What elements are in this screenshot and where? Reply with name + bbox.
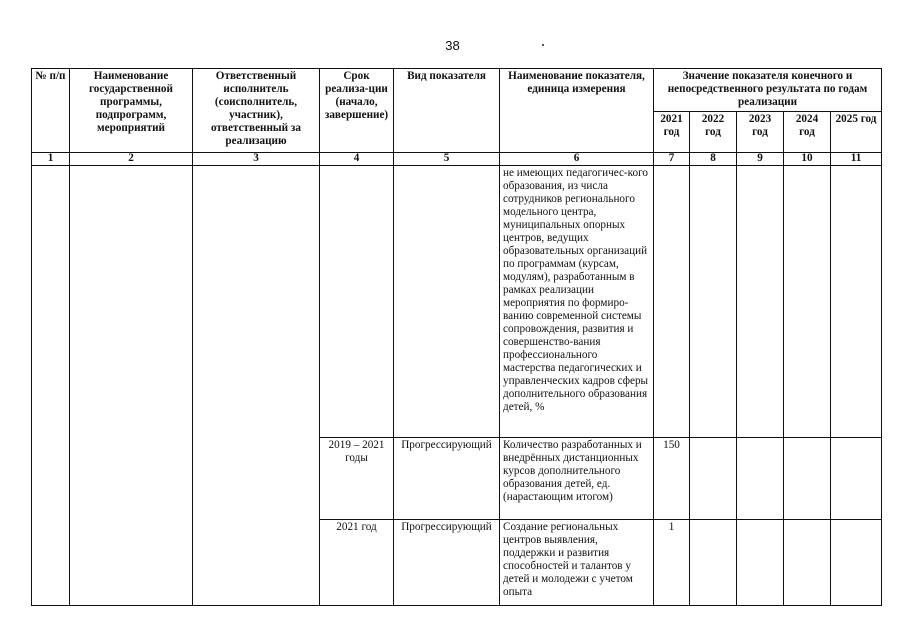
cell-indicator-kind: Прогрессирующий [394,520,500,606]
cell-executor [193,166,320,606]
page-number: 38 [445,38,460,53]
header-year-2021: 2021 год [654,112,690,153]
header-values-group: Значение показателя конечного и непосредственного результата по годам реализации [654,69,882,112]
cell-value-2024 [784,166,831,438]
program-table [31,68,882,606]
column-number: 10 [784,153,831,166]
header-indicator-name: Наименование показателя, единица измерения [500,69,654,153]
header-executor: Ответственный исполнитель (соисполнитель, участник), ответственный за реализацию [193,69,320,153]
cell-value-2024 [784,438,831,520]
cell-program-name [70,166,193,606]
cell-indicator-name: Количество разработанных и внедрённых дистанционных курсов дополнительного образования детей, ед. (нарастающим итогом) [500,438,654,520]
cell-value-2025 [831,520,882,606]
cell-number [32,166,70,606]
cell-indicator-kind: Прогрессирующий [394,438,500,520]
cell-value-2022 [690,166,737,438]
cell-value-2025 [831,438,882,520]
column-number: 8 [690,153,737,166]
cell-value-2023 [737,520,784,606]
cell-value-2023 [737,166,784,438]
column-number: 9 [737,153,784,166]
column-number: 11 [831,153,882,166]
cell-value-2021: 1 [654,520,690,606]
scan-speck [542,44,544,46]
cell-value-2021: 150 [654,438,690,520]
header-year-2022: 2022 год [690,112,737,153]
header-year-2023: 2023 год [737,112,784,153]
cell-value-2025 [831,166,882,438]
header-program-name: Наименование государственной программы, подпрограмм, мероприятий [70,69,193,153]
cell-value-2024 [784,520,831,606]
column-number: 6 [500,153,654,166]
header-year-2024: 2024 год [784,112,831,153]
header-indicator-kind: Вид показателя [394,69,500,153]
cell-period: 2019 – 2021 годы [320,438,394,520]
cell-value-2021 [654,166,690,438]
cell-value-2022 [690,438,737,520]
column-number: 1 [32,153,70,166]
cell-value-2022 [690,520,737,606]
column-number: 5 [394,153,500,166]
cell-indicator-kind [394,166,500,438]
cell-value-2023 [737,438,784,520]
column-number: 3 [193,153,320,166]
cell-period [320,166,394,438]
column-number: 7 [654,153,690,166]
header-period: Срок реализа-ции (начало, завершение) [320,69,394,153]
header-year-2025: 2025 год [831,112,882,153]
column-number: 4 [320,153,394,166]
table-row [32,166,882,438]
cell-period: 2021 год [320,520,394,606]
cell-indicator-name: не имеющих педагогичес-кого образования, из числа сотрудников регионального модельного центра, муниципальных опорных центров, ведущих образовательных организаций по программам (курсам, модулям), разработанным в рамках реализации мероприятия по формиро-ванию современной системы сопровождения, развития и совершенство-вания профессионального мастерства педагогических и управленческих кадров сферы дополнительного образования детей, % [500,166,654,438]
column-number: 2 [70,153,193,166]
header-number: № п/п [32,69,70,153]
cell-indicator-name: Создание региональных центров выявления, поддержки и развития способностей и талантов у детей и молодежи с учетом опыта [500,520,654,606]
